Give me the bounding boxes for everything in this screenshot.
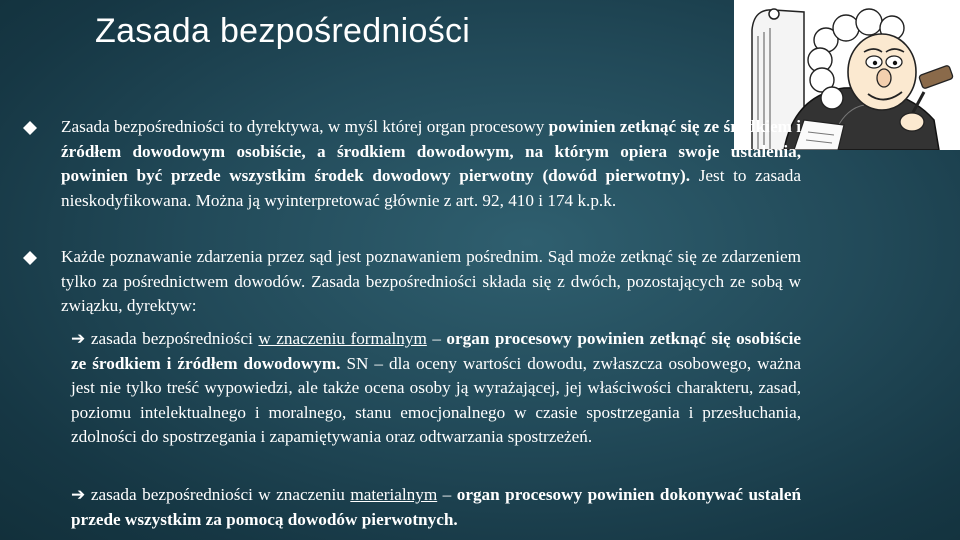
sub-point-formal <box>71 327 801 450</box>
sub-point-rest: SN – dla oceny wartości dowodu, zwłaszcza osobowego, ważna jest nie tylko treść wypowiedzi, ale także ocena osoby ją wyrażającej, jej właściwości charakteru, zasad, poziomu intelektualnego i moralnego, stanu emocjonalnego w czasie spostrzegania i przesłuchania, zdolności do spostrzegania i zapamiętywania oraz odtwarzania spostrzeżeń. <box>71 353 801 447</box>
sub-point-lead: zasada bezpośredniości <box>85 329 259 348</box>
bullet-bold-text: powinien zetknąć się ze środkiem i źródłem dowodowym osobiście, a środkiem dowodowym, na którym opiera swoje ustalenia, powinien być przede wszystkim środek dowodowy pierwotny (dowód pierwotny). <box>61 117 801 186</box>
sub-point-lead: zasada bezpośredniości w znaczeniu <box>85 485 351 504</box>
slide-title: Zasada bezpośredniości <box>95 12 471 50</box>
sub-point-material <box>71 483 801 532</box>
bullet-point-definition <box>61 115 801 213</box>
sub-point-bold: organ procesowy powinien zetknąć się osobiście ze środkiem i źródłem dowodowym. <box>71 329 802 373</box>
diamond-bullet-icon <box>23 251 37 265</box>
sub-point-dash: – <box>437 485 457 504</box>
arrow-icon: ➔ <box>71 485 86 504</box>
bullet-text: Każde poznawanie zdarzenia przez sąd jest poznawaniem pośrednim. Sąd może zetknąć się ze zdarzeniem tylko za pośrednictwem dowodów. Zasada bezpośredniości składa się z dwóch, pozostających ze sobą w związku, dyrektyw: <box>61 247 801 316</box>
diamond-bullet-icon <box>23 121 37 135</box>
arrow-icon: ➔ <box>71 329 86 348</box>
bullet-text: Jest to zasada nieskodyfikowana. Można ją wyinterpretować głównie z art. 92, 410 i 174 k.p.k. <box>61 166 801 210</box>
bullet-text: Zasada bezpośredniości to dyrektywa, w myśl której organ procesowy <box>61 117 549 136</box>
sub-point-underlined: materialnym <box>350 485 438 504</box>
sub-point-dash: – <box>426 329 447 348</box>
sub-point-underlined: w znaczeniu formalnym <box>258 329 427 348</box>
bullet-point-cognition <box>61 245 801 319</box>
sub-point-bold: organ procesowy powinien dokonywać ustaleń przede wszystkim za pomocą dowodów pierwotnych. <box>71 485 802 529</box>
